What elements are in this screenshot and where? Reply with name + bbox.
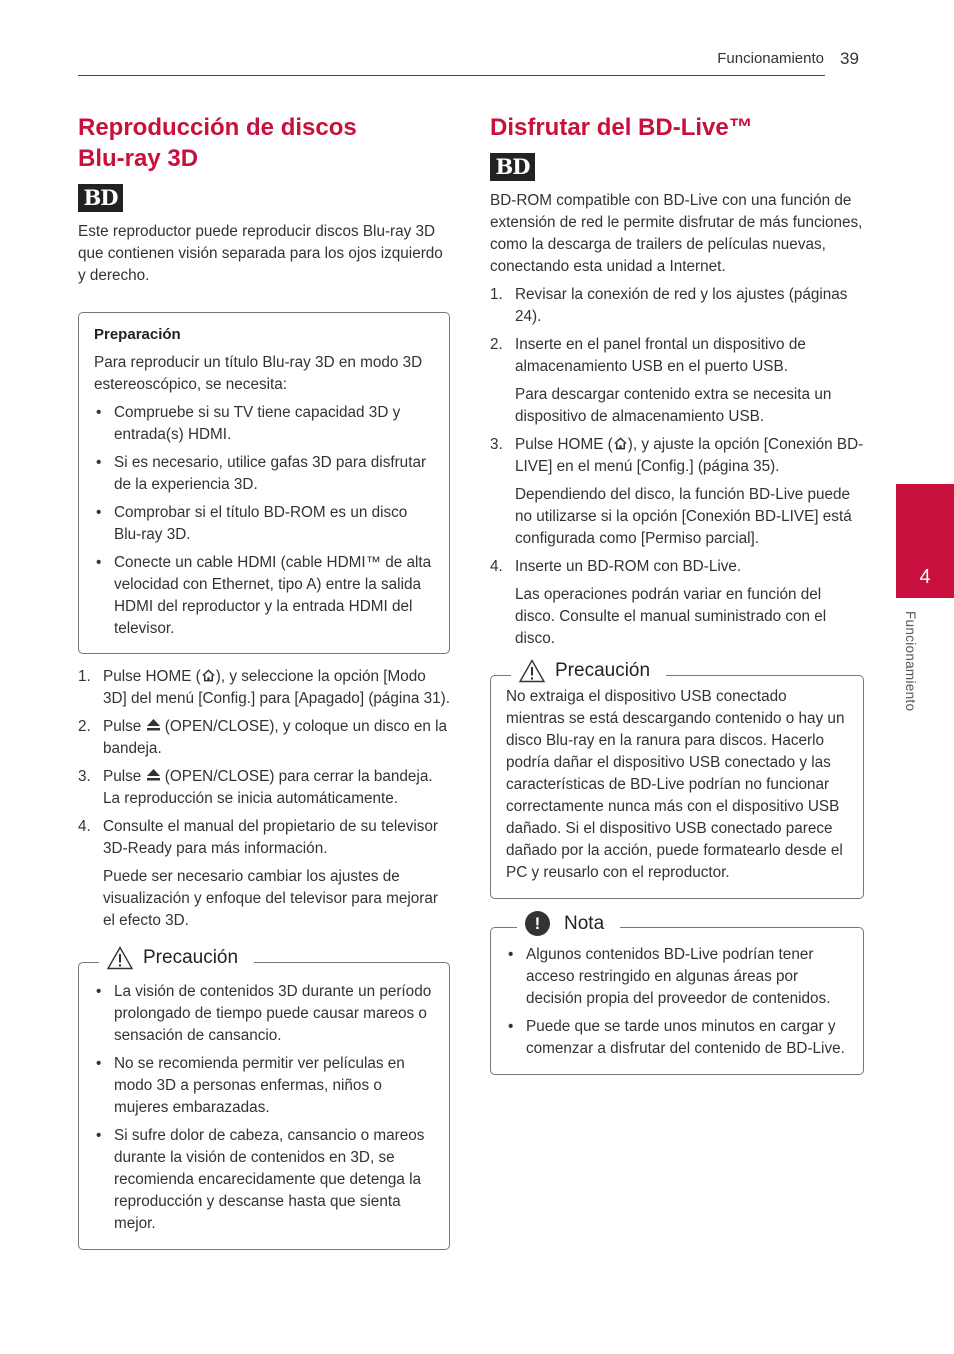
preparation-list <box>94 402 435 640</box>
list-item: • Si es necesario, utilice gafas 3D para disfrutar de la experiencia 3D. <box>94 452 435 496</box>
list-item: • Puede que se tarde unos minutos en cargar y comenzar a disfrutar del contenido de BD-Live. <box>506 1016 848 1060</box>
list-item: • Compruebe si su TV tiene capacidad 3D y entrada(s) HDMI. <box>94 402 435 446</box>
list-item: • No se recomienda permitir ver películas en modo 3D a personas enfermas, niños o mujeres embarazadas. <box>94 1053 434 1119</box>
step-item <box>78 666 450 710</box>
step-number: 1. <box>78 668 91 685</box>
intro-3d: Este reproductor puede reproducir discos Blu-ray 3D que contienen visión separada para los ojos izquierdo y derecho. <box>78 223 443 284</box>
step-item <box>78 766 450 810</box>
step-text: ), y seleccione la opción [Modo 3D] del menú [Config.] para [Apagado] (página 31). <box>103 668 450 707</box>
eject-icon <box>146 768 161 781</box>
header-rule <box>78 75 825 76</box>
list-item: • Conecte un cable HDMI (cable HDMI™ de alta velocidad con Ethernet, tipo A) entre la salida HDMI del reproductor y la entrada HDMI del televisor. <box>94 552 435 640</box>
step-text: (OPEN/CLOSE), y coloque un disco en la bandeja. <box>103 718 448 757</box>
home-icon <box>201 668 216 683</box>
step-text: Inserte un BD-ROM con BD-Live. <box>515 558 742 575</box>
step-item <box>490 284 864 328</box>
home-icon <box>613 436 628 451</box>
page-number: 39 <box>840 49 859 68</box>
step-number: 3. <box>490 436 503 453</box>
step-extra: Dependiendo del disco, la función BD-Live puede no utilizarse si la opción [Conexión BD-LIVE] está configurada como [Permiso parcial]. <box>515 486 852 547</box>
step-number: 4. <box>490 558 503 575</box>
steps-bdlive <box>490 284 864 650</box>
section-title-3d <box>78 112 450 174</box>
list-item: • Si sufre dolor de cabeza, cansancio o mareos durante la visión de contenidos en 3D, se recomienda encarecidamente que detenga la reproducción y descanse hasta que sienta mejor. <box>94 1125 434 1235</box>
caution-title: Precaución <box>555 660 651 681</box>
step-text: Consulte el manual del propietario de su televisor 3D-Ready para más información. <box>103 818 439 857</box>
chapter-label: Funcionamiento <box>903 611 918 712</box>
caution-title: Precaución <box>143 947 239 968</box>
note-title: Nota <box>564 912 605 934</box>
step-text: Inserte en el panel frontal un dispositivo de almacenamiento USB en el puerto USB. <box>515 336 806 375</box>
step-number: 4. <box>78 818 91 835</box>
step-number: 2. <box>490 336 503 353</box>
list-item: • Comprobar si el título BD-ROM es un disco Blu-ray 3D. <box>94 502 435 546</box>
step-item <box>490 434 864 550</box>
section-title-bdlive: Disfrutar del BD-Live™ <box>490 114 753 141</box>
caution-box-3d <box>78 947 450 1250</box>
step-text: Revisar la conexión de red y los ajustes (páginas 24). <box>515 286 848 325</box>
note-heading <box>517 911 620 936</box>
caution-text: No extraiga el dispositivo USB conectado mientras se está descargando contenido o hay un disco Blu-ray en la ranura para discos. Hacerlo podría dañar el dispositivo USB conectado y las características de BD-Live podrían no funcionar correctamente nunca más con el dispositivo USB dañado. Si el dispositivo USB conectado parece dañado por la acción, puede formatearlo desde el PC y reusarlo con el reproductor. <box>506 688 845 881</box>
note-list <box>506 944 848 1060</box>
step-number: 3. <box>78 768 91 785</box>
left-column <box>78 112 450 1250</box>
caution-box-usb <box>490 660 864 899</box>
caution-heading <box>99 946 254 970</box>
caution-list <box>94 981 434 1235</box>
list-item: • La visión de contenidos 3D durante un período prolongado de tiempo puede causar mareos o sensación de cansancio. <box>94 981 434 1047</box>
step-text: Pulse HOME ( <box>515 436 613 453</box>
step-text: Pulse HOME ( <box>103 668 201 685</box>
warning-icon <box>519 659 545 683</box>
step-item <box>490 334 864 428</box>
step-text: Pulse <box>103 718 146 735</box>
eject-icon <box>146 718 161 731</box>
preparation-title: Preparación <box>94 326 181 343</box>
section-title-3d-line1: Reproducción de discos <box>78 114 357 141</box>
step-item <box>78 716 450 760</box>
step-extra: Para descargar contenido extra se necesita un dispositivo de almacenamiento USB. <box>515 386 832 425</box>
step-text: ), y ajuste la opción [Conexión BD-LIVE] en el menú [Config.] (página 35). <box>515 436 864 475</box>
step-number: 1. <box>490 286 503 303</box>
step-text: (OPEN/CLOSE) para cerrar la bandeja. La reproducción se inicia automáticamente. <box>103 768 433 807</box>
note-box <box>490 912 864 1075</box>
intro-bdlive: BD-ROM compatible con BD-Live con una función de extensión de red le permite disfrutar de más funciones, como la descarga de trailers de películas nuevas, conectando esta unidad a Internet. <box>490 192 863 275</box>
chapter-number: 4 <box>919 566 931 588</box>
caution-heading <box>511 659 666 683</box>
bd-badge-icon: BD <box>490 153 535 181</box>
right-column <box>490 112 864 1075</box>
exclamation-icon: ! <box>525 911 550 936</box>
preparation-box <box>78 312 450 654</box>
step-number: 2. <box>78 718 91 735</box>
step-text: Pulse <box>103 768 146 785</box>
running-header-section: Funcionamiento <box>717 50 824 67</box>
preparation-text: Para reproducir un título Blu-ray 3D en modo 3D estereoscópico, se necesita: <box>94 354 423 393</box>
step-extra: Puede ser necesario cambiar los ajustes de visualización y enfoque del televisor para mejorar el efecto 3D. <box>103 868 439 929</box>
warning-icon <box>107 946 133 970</box>
section-title-3d-line2: Blu-ray 3D <box>78 145 199 172</box>
step-item <box>78 816 450 932</box>
step-item <box>490 556 864 650</box>
bd-badge-icon: BD <box>78 184 123 212</box>
list-item: • Algunos contenidos BD-Live podrían tener acceso restringido en algunas áreas por decisión propia del proveedor de contenidos. <box>506 944 848 1010</box>
step-extra: Las operaciones podrán variar en función del disco. Consulte el manual suministrado con el disco. <box>515 586 827 647</box>
steps-3d <box>78 666 450 932</box>
